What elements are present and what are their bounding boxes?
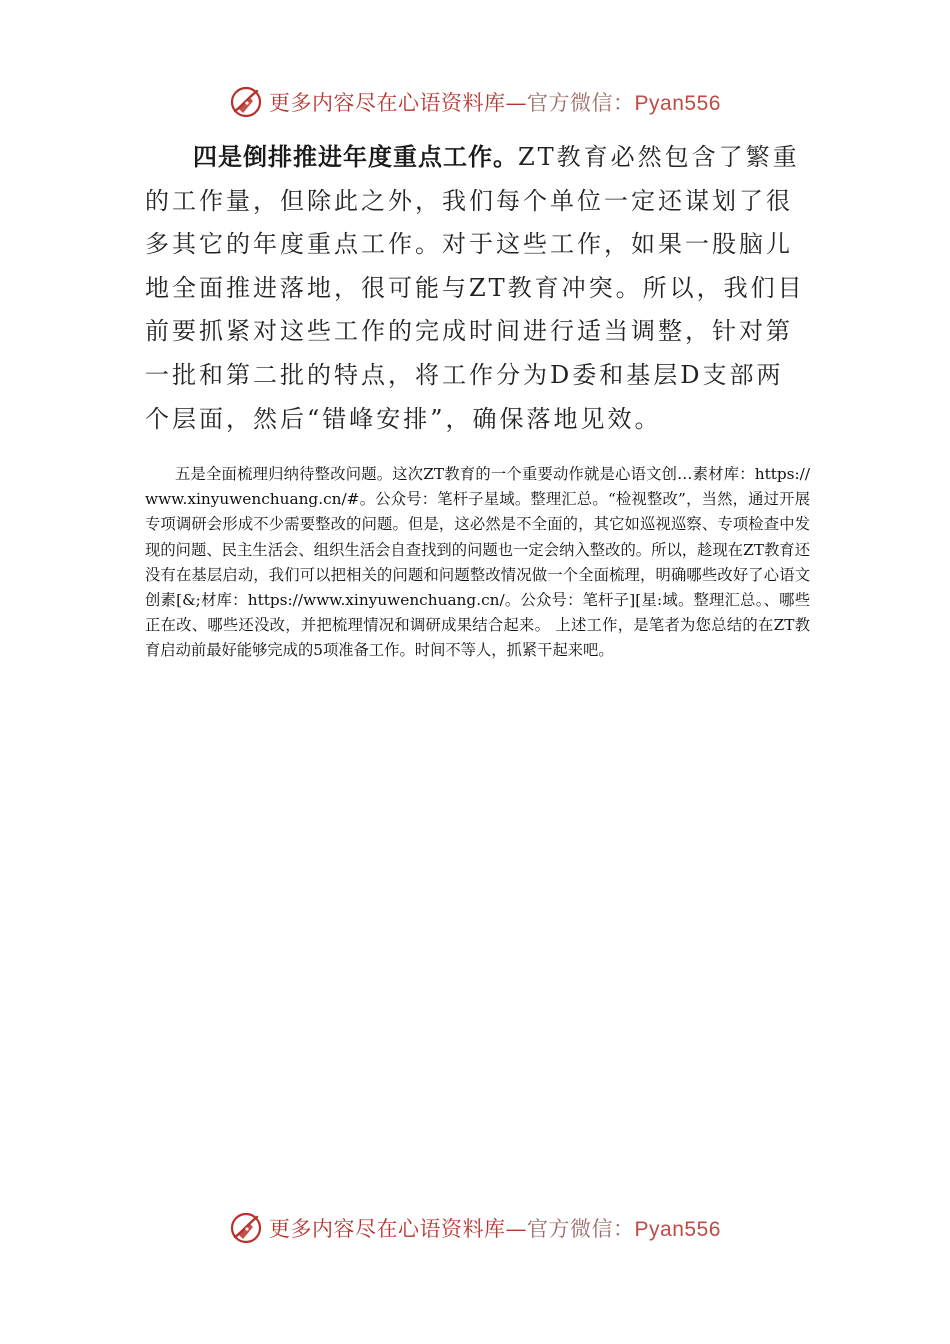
- section-five-body: 五是全面梳理归纳待整改问题。这次ZT教育的一个重要动作就是心语文创…素材库：https://www.xinyuwenchuang.cn/#。公众号：笔杆子星域。整理汇总。“检视整改”，当然，通过开展专项调研会形成不少需要整改的问题。但是，这必然是不全面的，其它如巡视巡察、专项检查中发现的问题、民主生活会、组织生活会自查找到的问题也一定会纳入整改的。所以，趁现在ZT教育还没有在基层启动，我们可以把相关的问题和问题整改情况做一个全面梳理，明确哪些改好了心语文创素[&;材库：https://www.xinyuwenchuang.cn/。公众号：笔杆子][星:域。整理汇总。、哪些正在改、哪些还没改，并把梳理情况和调研成果结合起来。 上述工作，是笔者为您总结的在ZT教育启动前最好能够完成的5项准备工作。时间不等人，抓紧干起来吧。: [145, 465, 810, 660]
- pen-nib-logo-icon: [229, 1211, 263, 1245]
- section-four-heading: 四是倒排推进年度重点工作。: [193, 143, 518, 171]
- pen-nib-logo-icon: [229, 85, 263, 119]
- section-four-paragraph: [145, 136, 810, 441]
- header-wechat-id: Pyan556: [634, 92, 721, 115]
- header-dash: —: [505, 91, 528, 115]
- footer-banner: [0, 1206, 950, 1250]
- header-site-text: 更多内容尽在心语资料库: [269, 91, 506, 115]
- header-banner-text: [269, 87, 721, 117]
- section-four-body: ZT教育必然包含了繁重的工作量，但除此之外，我们每个单位一定还谋划了很多其它的年度重点工作。对于这些工作，如果一股脑儿地全面推进落地，很可能与ZT教育冲突。所以，我们目前要抓紧对这些工作的完成时间进行适当调整，针对第一批和第二批的特点，将工作分为D委和基层D支部两个层面，然后“错峰安排”，确保落地见效。: [145, 143, 805, 433]
- section-five-paragraph: [145, 462, 810, 664]
- footer-wechat-label: 官方微信：: [527, 1217, 635, 1241]
- header-wechat-label: 官方微信：: [527, 91, 635, 115]
- footer-banner-text: [269, 1213, 721, 1243]
- footer-wechat-id: Pyan556: [634, 1218, 721, 1241]
- footer-dash: —: [505, 1217, 528, 1241]
- footer-site-text: 更多内容尽在心语资料库: [269, 1217, 506, 1241]
- header-banner: [0, 80, 950, 124]
